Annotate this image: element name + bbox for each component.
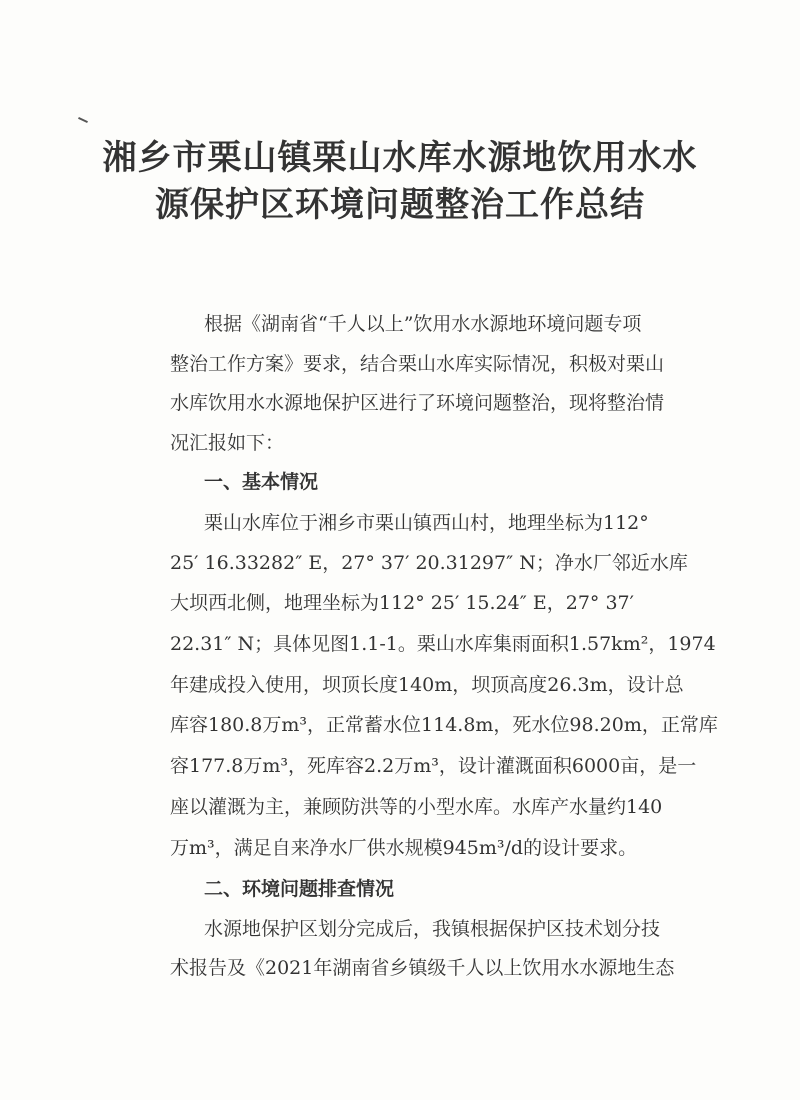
scan-mark — [78, 117, 88, 123]
paragraph-line: 万m³，满足自来净水厂供水规模945m³/d的设计要求。 — [170, 837, 638, 859]
paragraph-line: 水源地保护区划分完成后，我镇根据保护区技术划分技 — [204, 918, 661, 940]
paragraph-line: 22.31″ N；具体见图1.1-1。栗山水库集雨面积1.57km²，1974 — [170, 633, 716, 655]
paragraph-line: 根据《湖南省“千人以上”饮用水水源地环境问题专项 — [204, 313, 642, 335]
section-heading: 一、基本情况 — [204, 471, 319, 493]
section-heading: 二、环境问题排查情况 — [204, 878, 395, 900]
paragraph-line: 25′ 16.33282″ E，27° 37′ 20.31297″ N；净水厂邻近水库 — [170, 552, 688, 574]
paragraph-line: 水库饮用水水源地保护区进行了环境问题整治，现将整治情 — [170, 392, 665, 414]
paragraph-line: 大坝西北侧，地理坐标为112° 25′ 15.24″ E，27° 37′ — [170, 592, 634, 614]
document-title-line-2: 源保护区环境问题整治工作总结 — [155, 185, 645, 225]
paragraph-line: 年建成投入使用，坝顶长度140m，坝顶高度26.3m，设计总 — [170, 674, 684, 696]
paragraph-line: 况汇报如下： — [170, 432, 285, 454]
paragraph-line: 整治工作方案》要求，结合栗山水库实际情况，积极对栗山 — [170, 353, 665, 375]
paragraph-line: 栗山水库位于湘乡市栗山镇西山村，地理坐标为112° — [204, 512, 649, 534]
paragraph-line: 库容180.8万m³，正常蓄水位114.8m，死水位98.20m，正常库 — [170, 714, 718, 736]
paragraph-line: 座以灌溉为主，兼顾防洪等的小型水库。水库产水量约140 — [170, 796, 663, 818]
document-title-line-1: 湘乡市栗山镇栗山水库水源地饮用水水 — [102, 138, 698, 178]
paragraph-line: 容177.8万m³，死库容2.2万m³，设计灌溉面积6000亩，是一 — [170, 755, 697, 777]
paragraph-line: 术报告及《2021年湖南省乡镇级千人以上饮用水水源地生态 — [170, 957, 675, 979]
